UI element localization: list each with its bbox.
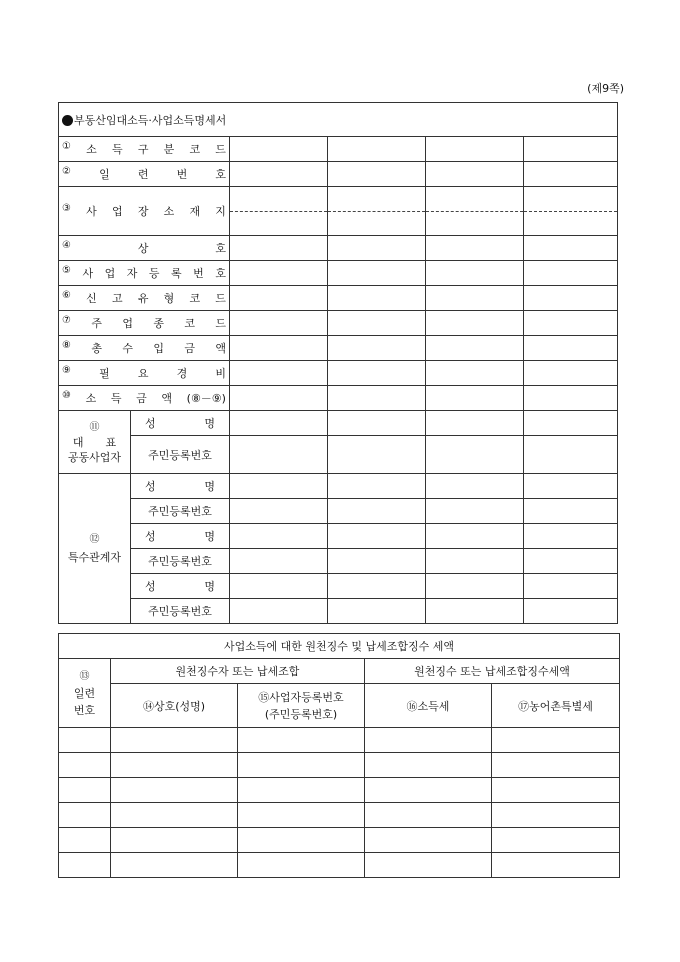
tax-row: [59, 828, 620, 853]
special-name-label: [131, 574, 230, 599]
item-label-char: 번: [193, 267, 204, 280]
serial-label-b: 번호: [73, 703, 96, 717]
special-value-cell[interactable]: [328, 549, 426, 574]
item-label-char: 번: [176, 168, 188, 181]
dashed-divider: [524, 211, 617, 212]
rep-id-label: 주민등록번호: [131, 436, 230, 474]
item-value-cell[interactable]: [230, 286, 328, 311]
tax-cell[interactable]: [365, 728, 492, 753]
special-name-b: 명: [204, 580, 215, 593]
special-id-label: 주민등록번호: [131, 549, 230, 574]
item-label: [59, 386, 230, 411]
item-number: ②: [62, 166, 71, 177]
item-label: [59, 236, 230, 261]
item-value-cell[interactable]: [426, 361, 524, 386]
item-label: [59, 336, 230, 361]
tax-cell[interactable]: [59, 853, 111, 878]
item-row: [59, 162, 618, 187]
dashed-divider: [328, 211, 425, 212]
item-label-char: 드: [215, 317, 226, 330]
item-value-cell[interactable]: [328, 162, 426, 187]
special-number: ⑫: [89, 533, 100, 545]
tax-cell[interactable]: [365, 753, 492, 778]
item-value-cell[interactable]: [328, 361, 426, 386]
item-label: [59, 311, 230, 336]
col17-header: ⑰농어촌특별세: [492, 684, 620, 728]
tax-cell[interactable]: [238, 728, 365, 753]
item-row: [59, 361, 618, 386]
tax-cell[interactable]: [111, 753, 238, 778]
item-value-cell[interactable]: [230, 261, 328, 286]
item-label-char: 코: [189, 143, 201, 156]
rep-id-value-3[interactable]: [426, 436, 524, 474]
item-value-cell[interactable]: [426, 162, 524, 187]
section1-title: 부동산임대소득·사업소득명세서: [74, 113, 227, 127]
tax-row: [59, 728, 620, 753]
special-value-cell[interactable]: [328, 524, 426, 549]
item-label-char: 총: [91, 342, 102, 355]
item-label-char: 드: [215, 292, 226, 305]
special-name-label: [131, 524, 230, 549]
item-number: ⑤: [62, 265, 71, 276]
tax-cell[interactable]: [238, 753, 365, 778]
item-label-char: 수: [122, 342, 133, 355]
tax-cell[interactable]: [238, 853, 365, 878]
item-value-cell[interactable]: [524, 187, 618, 236]
item-row: [59, 286, 618, 311]
special-name-b: 명: [204, 530, 215, 543]
item-row: [59, 137, 618, 162]
tax-cell[interactable]: [492, 853, 620, 878]
tax-cell[interactable]: [59, 753, 111, 778]
item-row: [59, 261, 618, 286]
special-row: [59, 524, 618, 549]
item-value-cell[interactable]: [524, 336, 618, 361]
special-value-cell[interactable]: [328, 574, 426, 599]
item-label-char: 득: [110, 392, 122, 405]
item-number: ⑧: [62, 340, 71, 351]
item-value-cell[interactable]: [426, 336, 524, 361]
tax-cell[interactable]: [59, 828, 111, 853]
tax-cell[interactable]: [492, 753, 620, 778]
item-value-cell[interactable]: [230, 336, 328, 361]
item-row: [59, 336, 618, 361]
item-label-char: 금: [136, 392, 147, 405]
item-label-char: 업: [111, 205, 123, 218]
tax-cell[interactable]: [365, 803, 492, 828]
item-value-cell[interactable]: [230, 137, 328, 162]
tax-cell[interactable]: [59, 803, 111, 828]
item-label-char: 지: [215, 205, 226, 218]
item-value-cell[interactable]: [328, 311, 426, 336]
special-row: [59, 474, 618, 499]
item-label-char: 소: [163, 205, 175, 218]
col16-header: ⑯소득세: [365, 684, 492, 728]
item-label: [59, 162, 230, 187]
item-value-cell[interactable]: [328, 286, 426, 311]
serial-num: ⑬: [79, 670, 90, 682]
rep-label-cell: [59, 411, 131, 474]
tax-cell[interactable]: [59, 728, 111, 753]
special-value-cell[interactable]: [328, 599, 426, 624]
item-label-char: 호: [215, 168, 226, 181]
group2-header: 원천징수 또는 납세조합징수세액: [365, 659, 620, 684]
special-row: [59, 499, 618, 524]
item-label-char: 장: [137, 205, 149, 218]
special-value-cell[interactable]: [230, 474, 328, 499]
item-label-char: 분: [163, 143, 175, 156]
item-label-char: 소: [86, 143, 97, 156]
item-value-cell[interactable]: [230, 236, 328, 261]
special-name-b: 명: [204, 480, 215, 493]
item-value-cell[interactable]: [426, 261, 524, 286]
item-value-cell[interactable]: [524, 162, 618, 187]
special-row: [59, 574, 618, 599]
special-id-label: 주민등록번호: [131, 499, 230, 524]
item-value-cell[interactable]: [524, 261, 618, 286]
rep-number: ⑪: [89, 421, 100, 433]
col15-label-a: ⑮사업자등록번호: [258, 690, 344, 704]
item-label-char: 경: [176, 367, 188, 380]
special-value-cell[interactable]: [230, 574, 328, 599]
item-number: ⑦: [62, 315, 71, 326]
item-label-char: 사: [82, 267, 94, 280]
tax-cell[interactable]: [492, 728, 620, 753]
tax-cell[interactable]: [492, 828, 620, 853]
special-value-cell[interactable]: [230, 524, 328, 549]
item-label-char: 련: [137, 168, 149, 181]
rep-label-2: 공동사업자: [67, 450, 122, 464]
special-value-cell[interactable]: [230, 549, 328, 574]
special-label: 특수관계자: [67, 550, 122, 564]
special-value-cell[interactable]: [524, 549, 618, 574]
item-label-char: 득: [111, 143, 123, 156]
item-value-cell[interactable]: [524, 361, 618, 386]
special-value-cell[interactable]: [426, 574, 524, 599]
item-label: [59, 261, 230, 286]
item-label-char: 호: [215, 242, 226, 255]
rep-name-value-4[interactable]: [524, 411, 618, 436]
item-label-char: (⑧－⑨): [186, 392, 226, 405]
item-number: ⑥: [62, 290, 71, 301]
item-row: [59, 386, 618, 411]
item-label-char: 고: [111, 292, 123, 305]
special-value-cell[interactable]: [524, 524, 618, 549]
item-value-cell[interactable]: [426, 286, 524, 311]
item-label-char: 일: [99, 168, 110, 181]
special-value-cell[interactable]: [230, 499, 328, 524]
rep-id-value-1[interactable]: [230, 436, 328, 474]
special-name-label: [131, 474, 230, 499]
special-value-cell[interactable]: [426, 524, 524, 549]
rep-name-label: [131, 411, 230, 436]
special-row: [59, 599, 618, 624]
item-row: [59, 311, 618, 336]
item-label-char: 록: [171, 267, 182, 280]
special-value-cell[interactable]: [524, 474, 618, 499]
item-row: [59, 236, 618, 261]
tax-cell[interactable]: [111, 828, 238, 853]
special-value-cell[interactable]: [328, 474, 426, 499]
item-label-char: 드: [215, 143, 226, 156]
item-label-char: 주: [91, 317, 102, 330]
item-value-cell[interactable]: [230, 311, 328, 336]
rep-id-value-4[interactable]: [524, 436, 618, 474]
tax-cell[interactable]: [365, 778, 492, 803]
tax-cell[interactable]: [238, 778, 365, 803]
item-label: [59, 137, 230, 162]
item-label-char: 재: [189, 205, 201, 218]
item-value-cell[interactable]: [230, 386, 328, 411]
item-value-cell[interactable]: [524, 236, 618, 261]
rep-name-a: 성: [145, 417, 156, 430]
item-label-char: 비: [215, 367, 226, 380]
rep-name-value-1[interactable]: [230, 411, 328, 436]
item-label-char: 형: [163, 292, 175, 305]
item-value-cell[interactable]: [328, 236, 426, 261]
special-value-cell[interactable]: [426, 499, 524, 524]
item-value-cell[interactable]: [328, 137, 426, 162]
tax-cell[interactable]: [111, 728, 238, 753]
special-value-cell[interactable]: [230, 599, 328, 624]
item-label-char: 유: [137, 292, 149, 305]
item-number: ⑨: [62, 365, 71, 376]
item-label-char: 업: [122, 317, 133, 330]
item-label-char: 필: [99, 367, 110, 380]
item-value-cell[interactable]: [426, 311, 524, 336]
tax-cell[interactable]: [238, 828, 365, 853]
item-label-char: 코: [184, 317, 195, 330]
tax-cell[interactable]: [492, 803, 620, 828]
item-row: [59, 187, 618, 236]
item-number: ⑩: [62, 390, 71, 401]
item-label-char: 신: [86, 292, 97, 305]
special-value-cell[interactable]: [524, 574, 618, 599]
item-label-char: 액: [215, 342, 226, 355]
item-value-cell[interactable]: [230, 162, 328, 187]
special-value-cell[interactable]: [426, 599, 524, 624]
rep-id-value-2[interactable]: [328, 436, 426, 474]
item-label: [59, 361, 230, 386]
item-label-char: 입: [153, 342, 164, 355]
tax-cell[interactable]: [492, 778, 620, 803]
item-value-cell[interactable]: [328, 261, 426, 286]
rep-name-b: 명: [204, 417, 215, 430]
item-value-cell[interactable]: [426, 187, 524, 236]
item-label-char: 사: [86, 205, 97, 218]
special-value-cell[interactable]: [524, 599, 618, 624]
serial-header: [59, 659, 111, 728]
special-label-cell: [59, 474, 131, 624]
special-value-cell[interactable]: [426, 549, 524, 574]
item-value-cell[interactable]: [524, 386, 618, 411]
col15-header: [238, 684, 365, 728]
rep-label-1: 대 표: [72, 435, 117, 449]
tax-cell[interactable]: [111, 778, 238, 803]
dashed-divider: [426, 211, 523, 212]
special-row: [59, 549, 618, 574]
item-value-cell[interactable]: [328, 187, 426, 236]
tax-cell[interactable]: [111, 803, 238, 828]
bullet-icon: [62, 115, 73, 126]
serial-label-a: 일련: [73, 686, 96, 700]
item-label-char: 호: [215, 267, 226, 280]
group1-header: 원천징수자 또는 납세조합: [111, 659, 365, 684]
item-label-char: 구: [137, 143, 149, 156]
item-label: [59, 187, 230, 236]
section1-title-cell: [59, 103, 618, 137]
item-number: ④: [62, 240, 71, 251]
item-value-cell[interactable]: [426, 236, 524, 261]
item-value-cell[interactable]: [524, 137, 618, 162]
tax-row: [59, 753, 620, 778]
item-label-char: 자: [126, 267, 138, 280]
item-value-cell[interactable]: [230, 187, 328, 236]
tax-cell[interactable]: [365, 828, 492, 853]
withholding-tax-table: [58, 633, 620, 878]
item-label-char: 업: [104, 267, 116, 280]
special-name-a: 성: [145, 480, 156, 493]
page-number: (제9쪽): [587, 82, 624, 95]
item-label-char: 상: [137, 242, 149, 255]
item-value-cell[interactable]: [426, 386, 524, 411]
item-number: ③: [62, 203, 71, 214]
item-value-cell[interactable]: [230, 361, 328, 386]
item-label-char: 액: [161, 392, 173, 405]
item-label-char: 종: [153, 317, 164, 330]
tax-cell[interactable]: [111, 853, 238, 878]
dashed-divider: [230, 211, 327, 212]
item-label: [59, 286, 230, 311]
item-label-char: 코: [189, 292, 201, 305]
item-value-cell[interactable]: [328, 336, 426, 361]
item-label-char: 금: [184, 342, 195, 355]
item-number: ①: [62, 141, 71, 152]
item-label-char: 요: [137, 367, 149, 380]
special-id-label: 주민등록번호: [131, 599, 230, 624]
special-name-a: 성: [145, 530, 156, 543]
income-statement-table: [58, 102, 618, 624]
item-value-cell[interactable]: [524, 286, 618, 311]
special-value-cell[interactable]: [328, 499, 426, 524]
item-value-cell[interactable]: [426, 137, 524, 162]
item-value-cell[interactable]: [524, 311, 618, 336]
tax-cell[interactable]: [238, 803, 365, 828]
special-value-cell[interactable]: [426, 474, 524, 499]
tax-row: [59, 853, 620, 878]
col14-header: ⑭상호(성명): [111, 684, 238, 728]
rep-name-value-2[interactable]: [328, 411, 426, 436]
item-label-char: 소: [85, 392, 97, 405]
special-value-cell[interactable]: [524, 499, 618, 524]
tax-cell[interactable]: [365, 853, 492, 878]
special-name-a: 성: [145, 580, 156, 593]
tax-row: [59, 803, 620, 828]
tax-row: [59, 778, 620, 803]
section2-title: 사업소득에 대한 원천징수 및 납세조합징수 세액: [59, 634, 620, 659]
item-label-char: 등: [148, 267, 160, 280]
rep-name-value-3[interactable]: [426, 411, 524, 436]
col15-label-b: (주민등록번호): [264, 707, 338, 721]
tax-cell[interactable]: [59, 778, 111, 803]
item-value-cell[interactable]: [328, 386, 426, 411]
